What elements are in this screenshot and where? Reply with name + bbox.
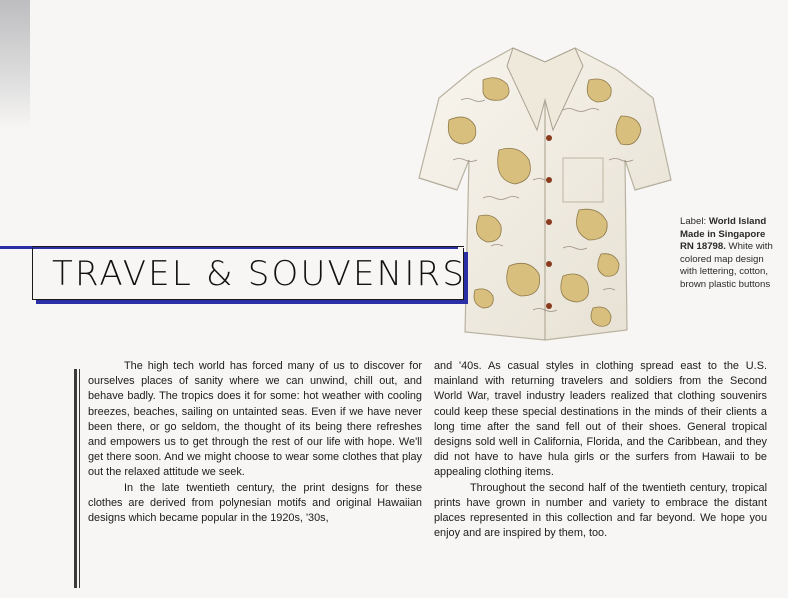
page-corner-shadow [0, 0, 30, 130]
text-column-left [88, 359, 422, 526]
caption-label-prefix: Label: [680, 216, 709, 227]
text-margin-rule [74, 369, 77, 588]
caption-label-name: World Island Made in Singapore RN 18798. [680, 216, 767, 253]
body-paragraph-1: The high tech world has forced many of us to discover for ourselves places of sanity where we can unwind, chill out, and behave badly. The tropics does it for some: hot weather with cooling breezes, beaches, sailing on untainted seas. Even if we have never been there, or go seldom, the thought of its being there refreshes and empowers us to get through the rest of our life with hope. We'll get there soon. And we might choose to wear some clothes that play out the relaxed attitude we seek. [88, 360, 422, 479]
text-column-right [434, 359, 767, 541]
shirt-caption [680, 216, 780, 292]
body-paragraph-4: Throughout the second half of the twentieth century, tropical prints have grown in number and variety to embrace the distant places represented in this collection and far beyond. We hope you enjoy and are inspired by them, too. [434, 481, 767, 540]
page-title: TRAVEL & SOUVENIRS [52, 254, 467, 294]
shirt-photo [413, 40, 675, 346]
body-paragraph-3: and '40s. As casual styles in clothing spread east to the U.S. mainland with returning travelers and soldiers from the Second World War, travel industry leaders realized that clothing souvenirs could keep these special destinations in the minds of their clients a long time after the sand fell out of their shoes. General tropical designs sold well in California, Florida, and the Caribbean, and they did not have to have hula girls or the surfers from Hawaii to be appealing clothing items. [434, 360, 767, 479]
body-paragraph-2: In the late twentieth century, the print designs for these clothes are derived from polynesian motifs and original Hawaiian designs which became popular in the 1920s, '30s, [88, 481, 422, 525]
text-margin-rule-thin [79, 369, 80, 588]
caption-description: White with colored map design with lettering, cotton, brown plastic buttons [680, 241, 773, 290]
